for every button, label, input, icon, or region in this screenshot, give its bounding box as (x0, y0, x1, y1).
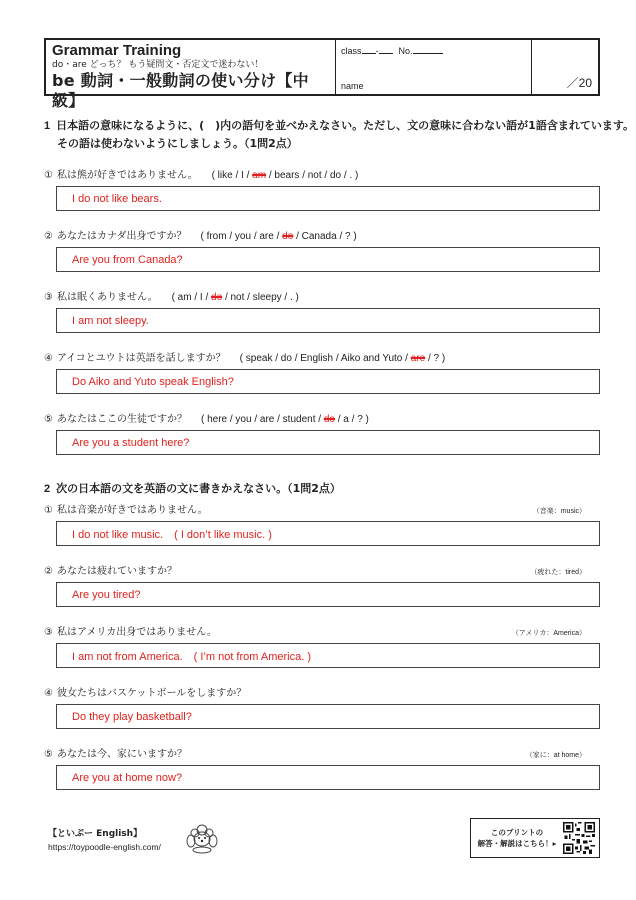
no-label: No. (398, 46, 413, 56)
class-label: class (341, 46, 362, 56)
class-number-field (341, 46, 443, 56)
brand-name: 【といぷー English】 (48, 829, 143, 839)
s2-answer-box-2 (56, 582, 600, 607)
worksheet-main-title: be 動詞・一般動詞の使い分け【中級】 (52, 71, 309, 110)
word-bank: ( speak / do / English / Aiko and Yuto / are / ? ) (239, 353, 446, 364)
class-dash: - (375, 46, 379, 56)
s1-question-4 (44, 352, 445, 365)
struck-word: do (211, 292, 223, 303)
s2-hint-5: （家に：at home） (525, 752, 586, 759)
s1-answer-box-4 (56, 369, 600, 394)
question-japanese: あなたは今、家にいますか？ (56, 749, 187, 760)
section2-heading (44, 480, 341, 498)
word-bank: ( from / you / are / do / Canada / ? ) (200, 231, 357, 242)
question-number: ④ (44, 353, 53, 364)
header-student-cell (336, 40, 532, 94)
question-number: ③ (44, 292, 53, 303)
struck-word: am (252, 170, 267, 181)
s1-answer-box-2 (56, 247, 600, 272)
site-url-link[interactable]: https://toypoodle-english.com/ (48, 842, 161, 852)
word-bank: ( am / I / do / not / sleepy / . ) (171, 292, 299, 303)
s2-answer-box-3 (56, 643, 600, 668)
answer-text: Are you a student here? (72, 436, 190, 449)
s2-question-5 (44, 748, 187, 761)
answer-text: I am not from America. ( I’m not from America. ) (72, 650, 311, 663)
s2-question-4 (44, 687, 246, 700)
section1-heading (44, 117, 634, 152)
s2-question-3 (44, 626, 217, 639)
question-japanese: アイコとユウトは英語を話しますか？ (56, 353, 226, 364)
s1-question-3 (44, 291, 299, 304)
struck-word: are (410, 353, 426, 364)
question-number: ③ (44, 627, 53, 638)
s1-question-1 (44, 169, 358, 182)
question-japanese: あなたはカナダ出身ですか？ (56, 231, 187, 242)
score-total: ／20 (566, 76, 592, 90)
answer-key-text: このプリントの 解答・解説はこちら！▸ (477, 828, 557, 848)
question-number: ① (44, 505, 53, 516)
s2-hint-3: （アメリカ：America） (511, 630, 586, 637)
question-number: ② (44, 231, 53, 242)
s2-answer-box-1 (56, 521, 600, 546)
s1-answer-box-5 (56, 430, 600, 455)
section1-instruction-line2: その語は使わないようにしましょう。（1問2点） (57, 137, 298, 150)
poodle-mascot-icon (182, 822, 222, 854)
qr-code-icon[interactable] (563, 822, 595, 854)
question-japanese: 私は熊が好きではありません。 (56, 170, 198, 181)
question-japanese: 彼女たちはバスケットボールをしますか？ (56, 688, 247, 699)
answer-text: I do not like music. ( I don’t like music. ) (72, 528, 272, 541)
question-number: ④ (44, 688, 53, 699)
section1-number: 1 (44, 120, 51, 132)
answer-text: I am not sleepy. (72, 314, 149, 327)
s1-answer-box-1 (56, 186, 600, 211)
question-japanese: 私は眠くありません。 (56, 292, 158, 303)
section1-instruction-line1: 日本語の意味になるように、( )内の語句を並べかえなさい。ただし、文の意味に合わない語が1語含まれています。 (56, 119, 634, 132)
answer-text: Do they play basketball? (72, 710, 192, 723)
s2-hint-1: （音楽：music） (532, 508, 586, 515)
worksheet-title: Grammar Training (52, 42, 182, 59)
word-bank: ( here / you / are / student / do / a / ? ) (200, 414, 369, 425)
s2-hint-2: （疲れた：tired） (530, 569, 586, 576)
worksheet-header (44, 38, 600, 110)
struck-word: do (282, 231, 294, 242)
section2-number: 2 (44, 483, 51, 495)
answer-text: Are you from Canada? (72, 253, 183, 266)
s2-answer-box-5 (56, 765, 600, 790)
header-title-cell (46, 40, 336, 110)
question-japanese: あなたは疲れていますか？ (56, 566, 177, 577)
question-japanese: あなたはここの生徒ですか？ (56, 414, 187, 425)
section2-instruction: 次の日本語の文を英語の文に書きかえなさい。（1問2点） (56, 482, 341, 495)
s2-question-2 (44, 565, 177, 578)
header-score-cell (532, 40, 598, 94)
question-number: ⑤ (44, 414, 53, 425)
question-japanese: 私はアメリカ出身ではありません。 (56, 627, 217, 638)
s2-answer-box-4 (56, 704, 600, 729)
question-number: ② (44, 566, 53, 577)
question-number: ⑤ (44, 749, 53, 760)
question-number: ① (44, 170, 53, 181)
answer-text: Are you at home now? (72, 771, 183, 784)
question-japanese: 私は音楽が好きではありません。 (56, 505, 208, 516)
struck-word: do (323, 414, 335, 425)
s1-question-2 (44, 230, 357, 243)
answer-text: I do not like bears. (72, 192, 162, 205)
answer-text: Do Aiko and Yuto speak English? (72, 375, 234, 388)
worksheet-subtitle: do・are どっち？ もう疑問文・否定文で迷わない！ (52, 60, 264, 70)
name-label: name (341, 81, 364, 91)
s2-question-1 (44, 504, 208, 517)
s1-question-5 (44, 413, 369, 426)
s1-answer-box-3 (56, 308, 600, 333)
word-bank: ( like / I / am / bears / not / do / . ) (211, 170, 359, 181)
answer-key-qr-panel[interactable] (470, 818, 600, 858)
answer-text: Are you tired? (72, 588, 141, 601)
